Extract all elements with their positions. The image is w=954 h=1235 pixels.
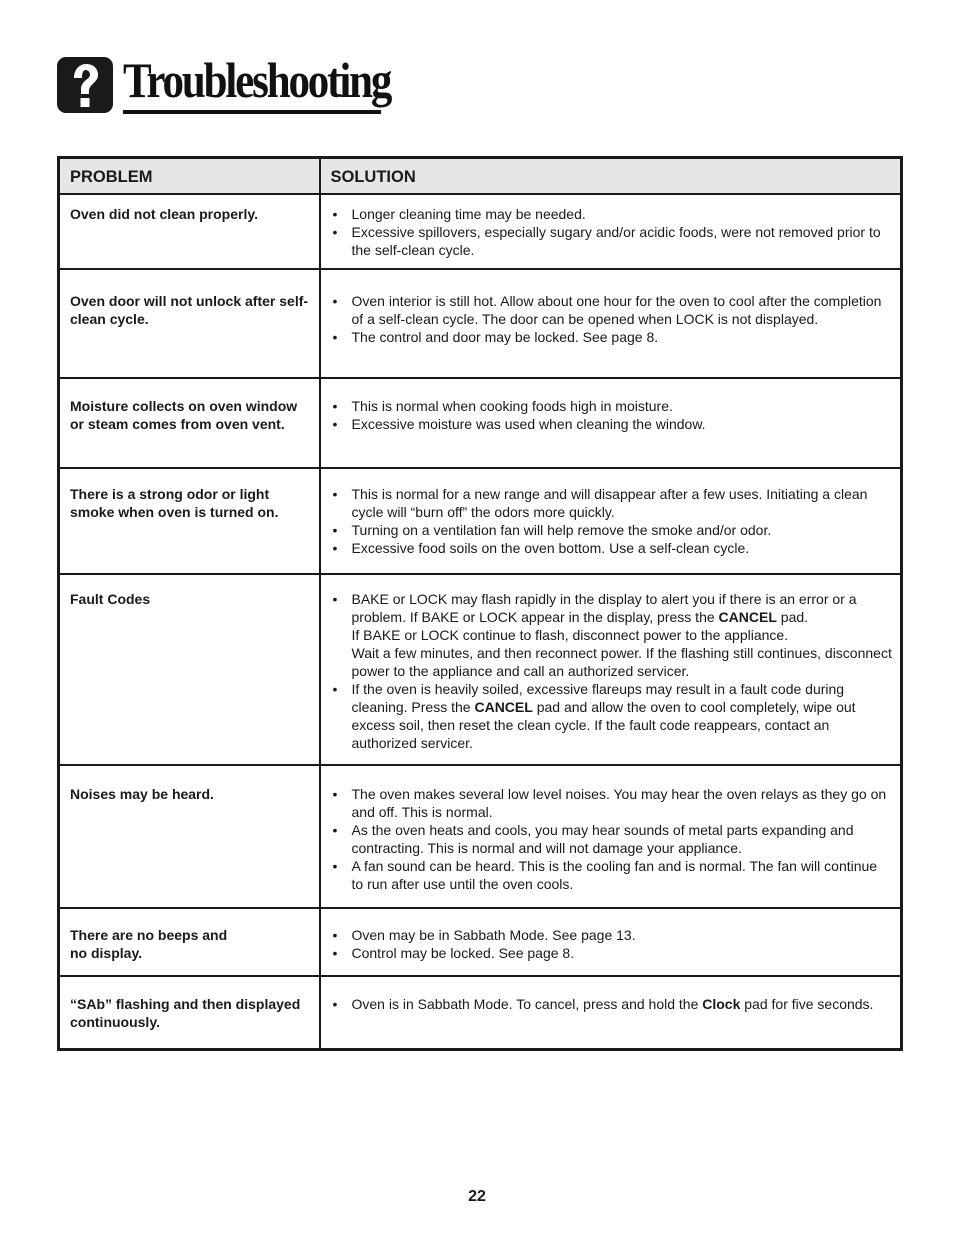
table-row [59, 976, 902, 1049]
problem-cell [59, 908, 320, 976]
problem-cell: Noises may be heard. [59, 765, 320, 908]
cancel-pad-label: CANCEL [474, 699, 533, 715]
problem-cell: Oven did not clean properly. [59, 194, 320, 269]
solution-item: • The control and door may be locked. See page 8. [331, 328, 893, 346]
solution-item [331, 995, 893, 1013]
solution-item: • Longer cleaning time may be needed. [331, 205, 893, 223]
clock-pad-label: Clock [702, 996, 741, 1012]
solution-text: BAKE or LOCK may flash rapidly in the display to alert you if there is an error or a problem. If BAKE or LOCK appear in the display, press the [351, 591, 857, 625]
table-row [59, 765, 902, 908]
solution-column-header: SOLUTION [320, 158, 902, 195]
solution-item: • This is normal for a new range and will disappear after a few uses. Initiating a clean cycle will “burn off” the odors more quickly. [331, 485, 893, 521]
solution-cell [320, 765, 902, 908]
solution-cell [320, 574, 902, 765]
problem-cell: There is a strong odor or light smoke when oven is turned on. [59, 468, 320, 574]
table-row [59, 269, 902, 378]
solution-item: • This is normal when cooking foods high in moisture. [331, 397, 893, 415]
solution-item [331, 590, 893, 680]
solution-cell [320, 194, 902, 269]
solution-cell [320, 976, 902, 1049]
solution-item: • A fan sound can be heard. This is the cooling fan and is normal. The fan will continue to run after use until the oven cools. [331, 857, 893, 893]
solution-item: • Oven interior is still hot. Allow about one hour for the oven to cool after the completion of a self-clean cycle. The door can be opened when LOCK is not displayed. [331, 292, 893, 328]
problem-cell: “SAb” flashing and then displayed continuously. [59, 976, 320, 1049]
solution-cell [320, 378, 902, 468]
table-row [59, 574, 902, 765]
problem-column-header: PROBLEM [59, 158, 320, 195]
problem-cell: Fault Codes [59, 574, 320, 765]
solution-text: If BAKE or LOCK continue to flash, disconnect power to the appliance. [351, 627, 789, 643]
solution-item: • Excessive spillovers, especially sugary and/or acidic foods, were not removed prior to the self-clean cycle. [331, 223, 893, 259]
solution-text: pad and allow the oven to cool completely, wipe out excess soil, then reset the clean cycle. If the fault code reappears, contact an authorized servicer. [351, 699, 856, 751]
solution-text: pad. [776, 609, 809, 625]
page-title: Troubleshooting [123, 52, 391, 108]
troubleshooting-table [57, 156, 903, 1051]
solution-text: Oven is in Sabbath Mode. To cancel, press and hold the [351, 996, 703, 1012]
problem-text: There are no beeps and [70, 927, 228, 943]
table-row [59, 194, 902, 269]
problem-cell: Moisture collects on oven window or steam comes from oven vent. [59, 378, 320, 468]
solution-item: • Excessive moisture was used when cleaning the window. [331, 415, 893, 433]
solution-item: • As the oven heats and cools, you may hear sounds of metal parts expanding and contracting. This is normal and will not damage your appliance. [331, 821, 893, 857]
solution-text: If the oven is heavily soiled, excessive flareups may result in a fault code during cleaning. Press the [351, 681, 845, 715]
cancel-pad-label: CANCEL [718, 609, 777, 625]
solution-cell [320, 908, 902, 976]
solution-item: • Oven may be in Sabbath Mode. See page 13. [331, 926, 893, 944]
table-row [59, 908, 902, 976]
table-row [59, 378, 902, 468]
solution-item: • The oven makes several low level noises. You may hear the oven relays as they go on and off. This is normal. [331, 785, 893, 821]
solution-cell [320, 468, 902, 574]
solution-cell [320, 269, 902, 378]
solution-item: • Turning on a ventilation fan will help remove the smoke and/or odor. [331, 521, 893, 539]
question-mark-icon [57, 57, 113, 113]
solution-item: • Excessive food soils on the oven bottom. Use a self-clean cycle. [331, 539, 893, 557]
solution-text: pad for five seconds. [740, 996, 874, 1012]
table-row [59, 468, 902, 574]
solution-text: Wait a few minutes, and then reconnect power. If the flashing still continues, disconnect power to the appliance and call an authorized servicer. [351, 645, 892, 679]
solution-item [331, 680, 893, 752]
title-underline [123, 110, 381, 114]
problem-text: no display. [70, 945, 143, 961]
page-number: 22 [468, 1188, 486, 1205]
problem-cell: Oven door will not unlock after self-clean cycle. [59, 269, 320, 378]
solution-item: • Control may be locked. See page 8. [331, 944, 893, 962]
table-header-row [59, 158, 902, 195]
